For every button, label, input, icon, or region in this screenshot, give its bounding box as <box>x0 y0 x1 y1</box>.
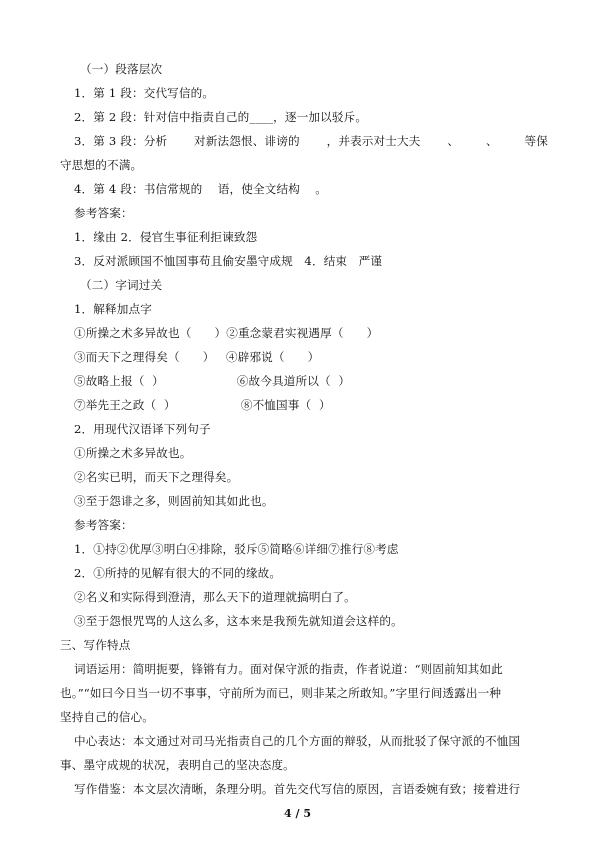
text-line: 2．第 2 段：针对信中指责自己的____，逐一加以驳斥。 <box>74 110 368 124</box>
text-line: 1．解释加点字 <box>74 302 152 316</box>
text-line: 4．第 4 段：书信常规的 语，使全文结构 。 <box>74 182 328 196</box>
text-line: 参考答案： <box>74 518 133 532</box>
text-line: 1．①持②优厚③明白④排除，驳斥⑤简略⑥详细⑦推行⑧考虑 <box>74 542 399 556</box>
text-line: 守思想的不满。 <box>60 158 143 172</box>
text-line: 参考答案： <box>74 206 133 220</box>
text-line: （一）段落层次 <box>80 62 163 76</box>
text-line: ①所操之术多异故也。 <box>74 446 192 460</box>
text-line: ③至于怨诽之多，则固前知其如此也。 <box>74 494 274 508</box>
text-line: ③至于怨恨咒骂的人这么多，这本来是我预先就知道会这样的。 <box>74 614 403 628</box>
text-line: 写作借鉴：本文层次清晰，条理分明。首先交代写信的原因，言语委婉有致；接着进行 <box>74 782 521 796</box>
text-line: 2．①所持的见解有很大的不同的缘故。 <box>74 566 282 580</box>
page-number: 4 / 5 <box>284 807 311 820</box>
text-line: 坚持自己的信心。 <box>60 710 154 724</box>
text-line: 也。”“如曰今日当一切不事事，守前所为而已，则非某之所敢知。”字里行间透露出一种 <box>60 686 502 700</box>
text-line: ⑦举先王之政（ ） ⑧不恤国事（ ） <box>74 398 331 412</box>
text-line: ⑤故略上报（ ） ⑥故今具道所以（ ） <box>74 374 351 388</box>
text-line: 事、墨守成规的状况，表明自己的坚决态度。 <box>60 758 295 772</box>
text-line: 1．第 1 段：交代写信的。 <box>74 86 215 100</box>
text-line: （二）字词过关 <box>80 278 163 292</box>
text-line: 中心表达：本文通过对司马光指责自己的几个方面的辩驳，从而批驳了保守派的不恤国 <box>74 734 521 748</box>
text-line: 3．第 3 段：分析 对新法怨恨、诽谤的 ，并表示对士大夫 、 、 等保 <box>74 134 549 148</box>
text-line: ③而天下之理得矣（ ） ④辟邪说（ ） <box>74 350 320 364</box>
text-line: 3．反对派顾国不恤国事苟且偷安墨守成规 4．结束 严谨 <box>74 254 383 268</box>
text-line: ②名实已明，而天下之理得矣。 <box>74 470 239 484</box>
text-line: 1．缘由 2．侵官生事征利拒谏致怨 <box>74 230 258 244</box>
text-line: 词语运用：简明扼要，锋锵有力。面对保守派的指责，作者说道：“则固前知其如此 <box>74 662 503 676</box>
text-line: ①所操之术多异故也（ ）②重念蒙君实视遇厚（ ） <box>74 326 379 340</box>
text-line: 2．用现代汉语译下列句子 <box>74 422 211 436</box>
text-line: ②名义和实际得到澄清，那么天下的道理就搞明白了。 <box>74 590 356 604</box>
section-heading: 三、写作特点 <box>60 638 131 652</box>
